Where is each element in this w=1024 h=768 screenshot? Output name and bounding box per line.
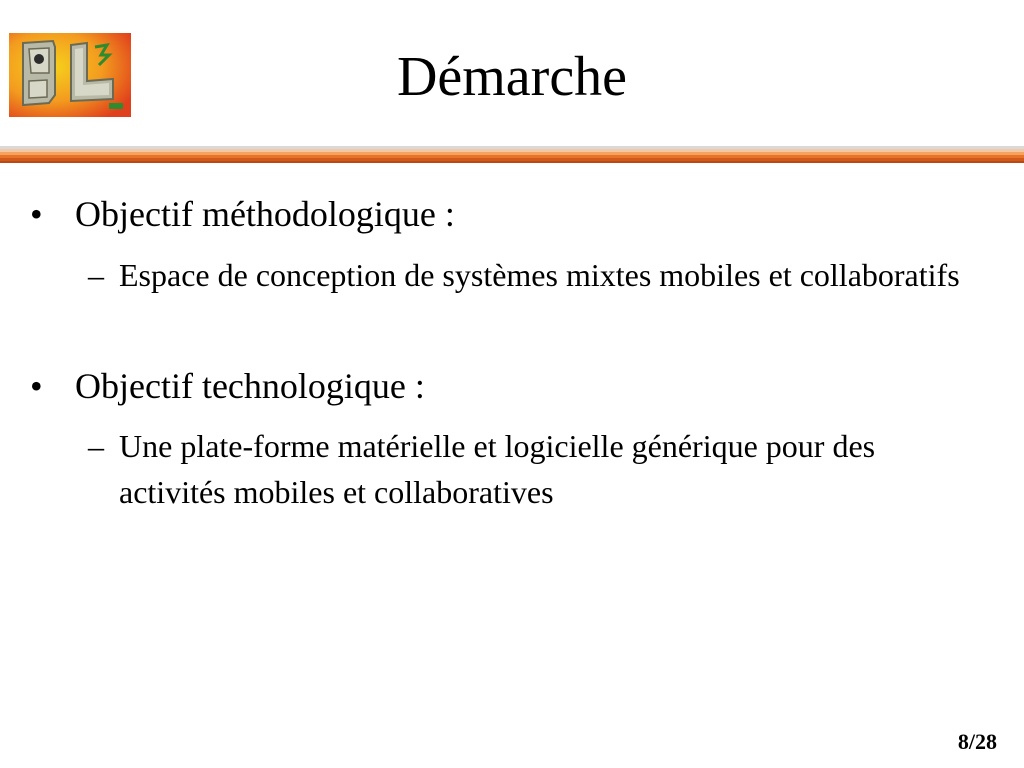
bullet-text: Objectif méthodologique :	[75, 194, 455, 234]
sub-bullet-item	[88, 423, 988, 515]
bullet-text: Objectif technologique :	[75, 366, 425, 406]
slide-title: Démarche	[396, 46, 628, 108]
sub-bullet-marker: –	[88, 257, 104, 293]
sub-bullet-marker: –	[88, 428, 104, 464]
sub-bullet-text: Une plate-forme matérielle et logicielle générique pour des activités mobiles et collaboratives	[119, 428, 876, 510]
page-number: 8/28	[957, 729, 997, 754]
bullet-marker: •	[30, 366, 43, 406]
header-divider	[0, 146, 1024, 164]
sub-bullet-item	[88, 252, 988, 298]
bullet-marker: •	[30, 194, 43, 234]
sub-bullet-text: Espace de conception de systèmes mixtes mobiles et collaboratifs	[119, 257, 960, 293]
